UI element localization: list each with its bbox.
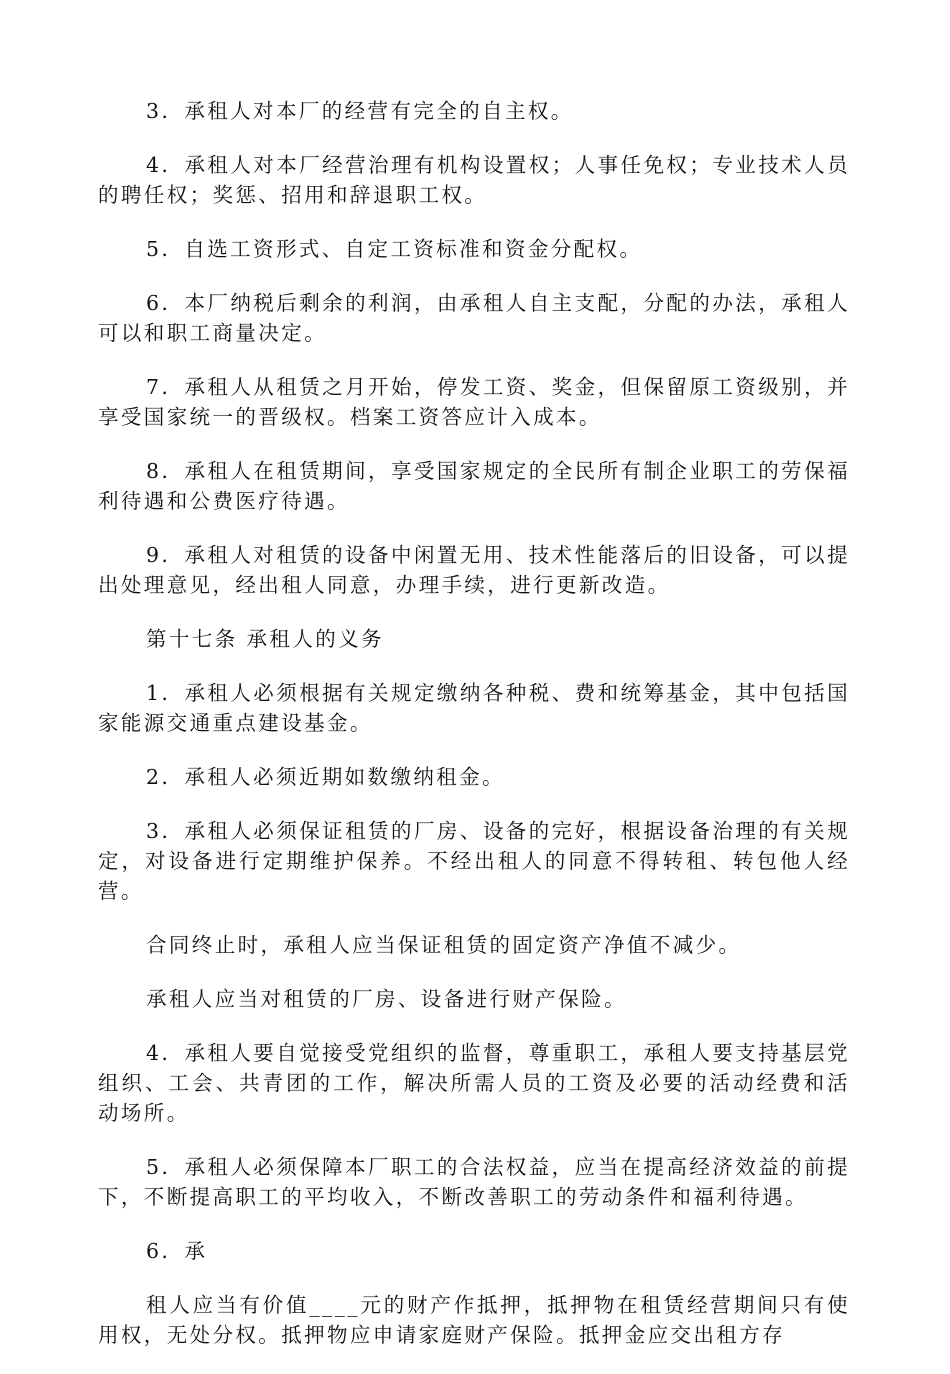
paragraph-duty-6: 6．承 xyxy=(146,1239,208,1263)
paragraph-right-6: 6．本厂纳税后剩余的利润，由承租人自主支配，分配的办法，承租人可以和职工商量决定。 xyxy=(98,291,850,345)
paragraph-contract-termination: 合同终止时，承租人应当保证租赁的固定资产净值不减少。 xyxy=(146,933,742,957)
paragraph-duty-5: 5．承租人必须保障本厂职工的合法权益，应当在提高经济效益的前提下，不断提高职工的平均收入，不断改善职工的劳动条件和福利待遇。 xyxy=(98,1155,850,1209)
paragraph-right-3: 3．承租人对本厂的经营有完全的自主权。 xyxy=(146,99,574,123)
paragraph-duty-1: 1．承租人必须根据有关规定缴纳各种税、费和统筹基金，其中包括国家能源交通重点建设基金。 xyxy=(98,681,850,735)
paragraph-right-9: 9．承租人对租赁的设备中闲置无用、技术性能落后的旧设备，可以提出处理意见，经出租人同意，办理手续，进行更新改造。 xyxy=(98,543,850,597)
paragraph-duty-3: 3．承租人必须保证租赁的厂房、设备的完好，根据设备治理的有关规定，对设备进行定期维护保养。不经出租人的同意不得转租、转包他人经营。 xyxy=(98,819,850,903)
article-17-heading: 第十七条 承租人的义务 xyxy=(146,627,384,651)
paragraph-right-8: 8．承租人在租赁期间，享受国家规定的全民所有制企业职工的劳保福利待遇和公费医疗待遇。 xyxy=(98,459,850,513)
document-page xyxy=(98,96,850,1374)
paragraph-right-7: 7．承租人从租赁之月开始，停发工资、奖金，但保留原工资级别，并享受国家统一的晋级权。档案工资答应计入成本。 xyxy=(98,375,850,429)
paragraph-mortgage: 租人应当有价值____元的财产作抵押，抵押物在租赁经营期间只有使用权，无处分权。抵押物应申请家庭财产保险。抵押金应交出租方存 xyxy=(98,1293,850,1347)
paragraph-duty-4: 4．承租人要自觉接受党组织的监督，尊重职工，承租人要支持基层党组织、工会、共青团的工作，解决所需人员的工资及必要的活动经费和活动场所。 xyxy=(98,1041,850,1125)
paragraph-right-5: 5．自选工资形式、自定工资标准和资金分配权。 xyxy=(146,237,643,261)
paragraph-right-4: 4．承租人对本厂经营治理有机构设置权；人事任免权；专业技术人员的聘任权；奖惩、招用和辞退职工权。 xyxy=(98,153,850,207)
paragraph-duty-2: 2．承租人必须近期如数缴纳租金。 xyxy=(146,765,505,789)
paragraph-property-insurance: 承租人应当对租赁的厂房、设备进行财产保险。 xyxy=(146,987,627,1011)
